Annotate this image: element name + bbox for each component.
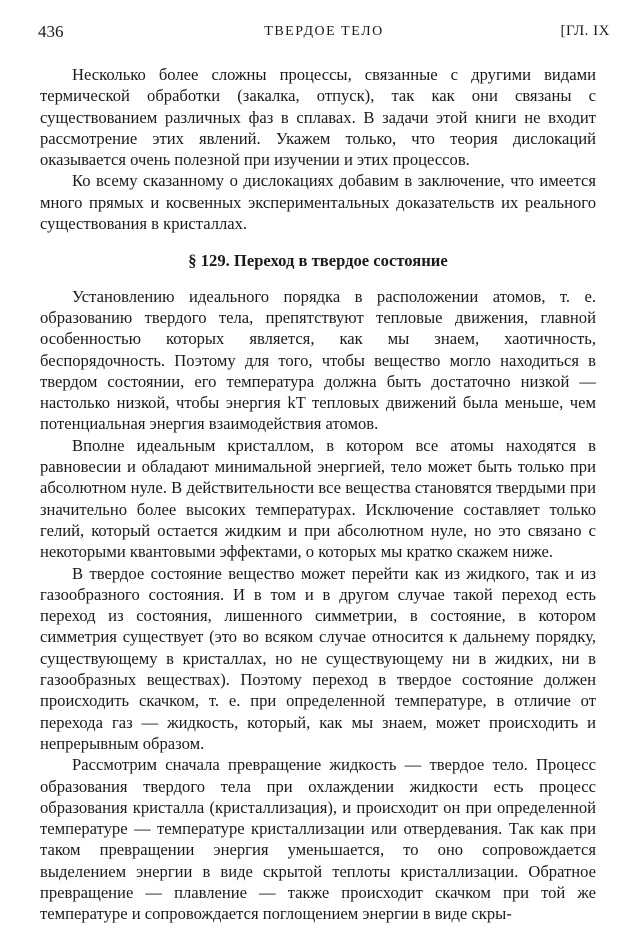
running-header [38, 22, 610, 46]
paragraph: Установлению идеального порядка в расположении атомов, т. е. образованию твердого тела, препятствуют тепловые движения, главной особенностью которых является, как мы знаем, хаотичность, беспорядочность. Поэтому для того, чтобы вещество могло находиться в твердом состоянии, его температура должна быть достаточно низкой — настолько низкой, чтобы энергия kT тепловых движений была меньше, чем потенциальная энергия взаимодействия атомов. [40, 286, 596, 434]
paragraph: Рассмотрим сначала превращение жидкость — твердое тело. Процесс образования твердого тела при охлаждении жидкости есть процесс образования кристалла (кристаллизация), и происходит он при определенной температуре — температуре кристаллизации или отвердевания. Так как при таком превращении энергия уменьшается, то оно сопровождается выделением энергии в виде скрытой теплоты кристаллизации. Обратное превращение — плавление — также происходит скачком при той же температуре и сопровождается поглощением энергии в виде скры- [40, 755, 596, 924]
paragraph: Ко всему сказанному о дислокациях добавим в заключение, что имеется много прямых и косвенных экспериментальных доказательств их реального существования в кристаллах. [40, 171, 596, 234]
paragraph: В твердое состояние вещество может перейти как из жидкого, так и из газообразного состояния. И в том и в другом случае такой переход есть переход из состояния, лишенного симметрии, в состояние, в котором симметрия существует (это во всяком случае относится к дальнему порядку, существующему в кристаллах, но не существующему ни в жидких, ни в газообразных веществах). Поэтому переход в твердое состояние должен происходить скачком, т. е. при определенной температуре, в отличие от перехода газ — жидкость, который, как мы знаем, может происходить и непрерывным образом. [40, 563, 596, 753]
chapter-label: [ГЛ. IX [560, 23, 610, 39]
running-title: ТВЕРДОЕ ТЕЛО [264, 24, 384, 39]
paragraph: Несколько более сложны процессы, связанные с другими видами термической обработки (закалка, отпуск), так как они связаны с существованием различных фаз в сплавах. В задачи этой книги не входит рассмотрение этих явлений. Укажем только, что теория дислокаций оказывается очень полезной при изучении и этих процессов. [40, 65, 596, 170]
page-body [40, 64, 596, 925]
page-number: 436 [38, 22, 64, 41]
paragraph: Вполне идеальным кристаллом, в котором все атомы находятся в равновесии и обладают минимальной энергией, тело может быть только при абсолютном нуле. В действительности все вещества становятся твердыми при значительно более высоких температурах. Исключение составляет только гелий, который остается жидким и при абсолютном нуле, но это связано с некоторыми квантовыми эффектами, о которых мы кратко скажем ниже. [40, 435, 596, 562]
section-heading: § 129. Переход в твердое состояние [188, 251, 448, 271]
